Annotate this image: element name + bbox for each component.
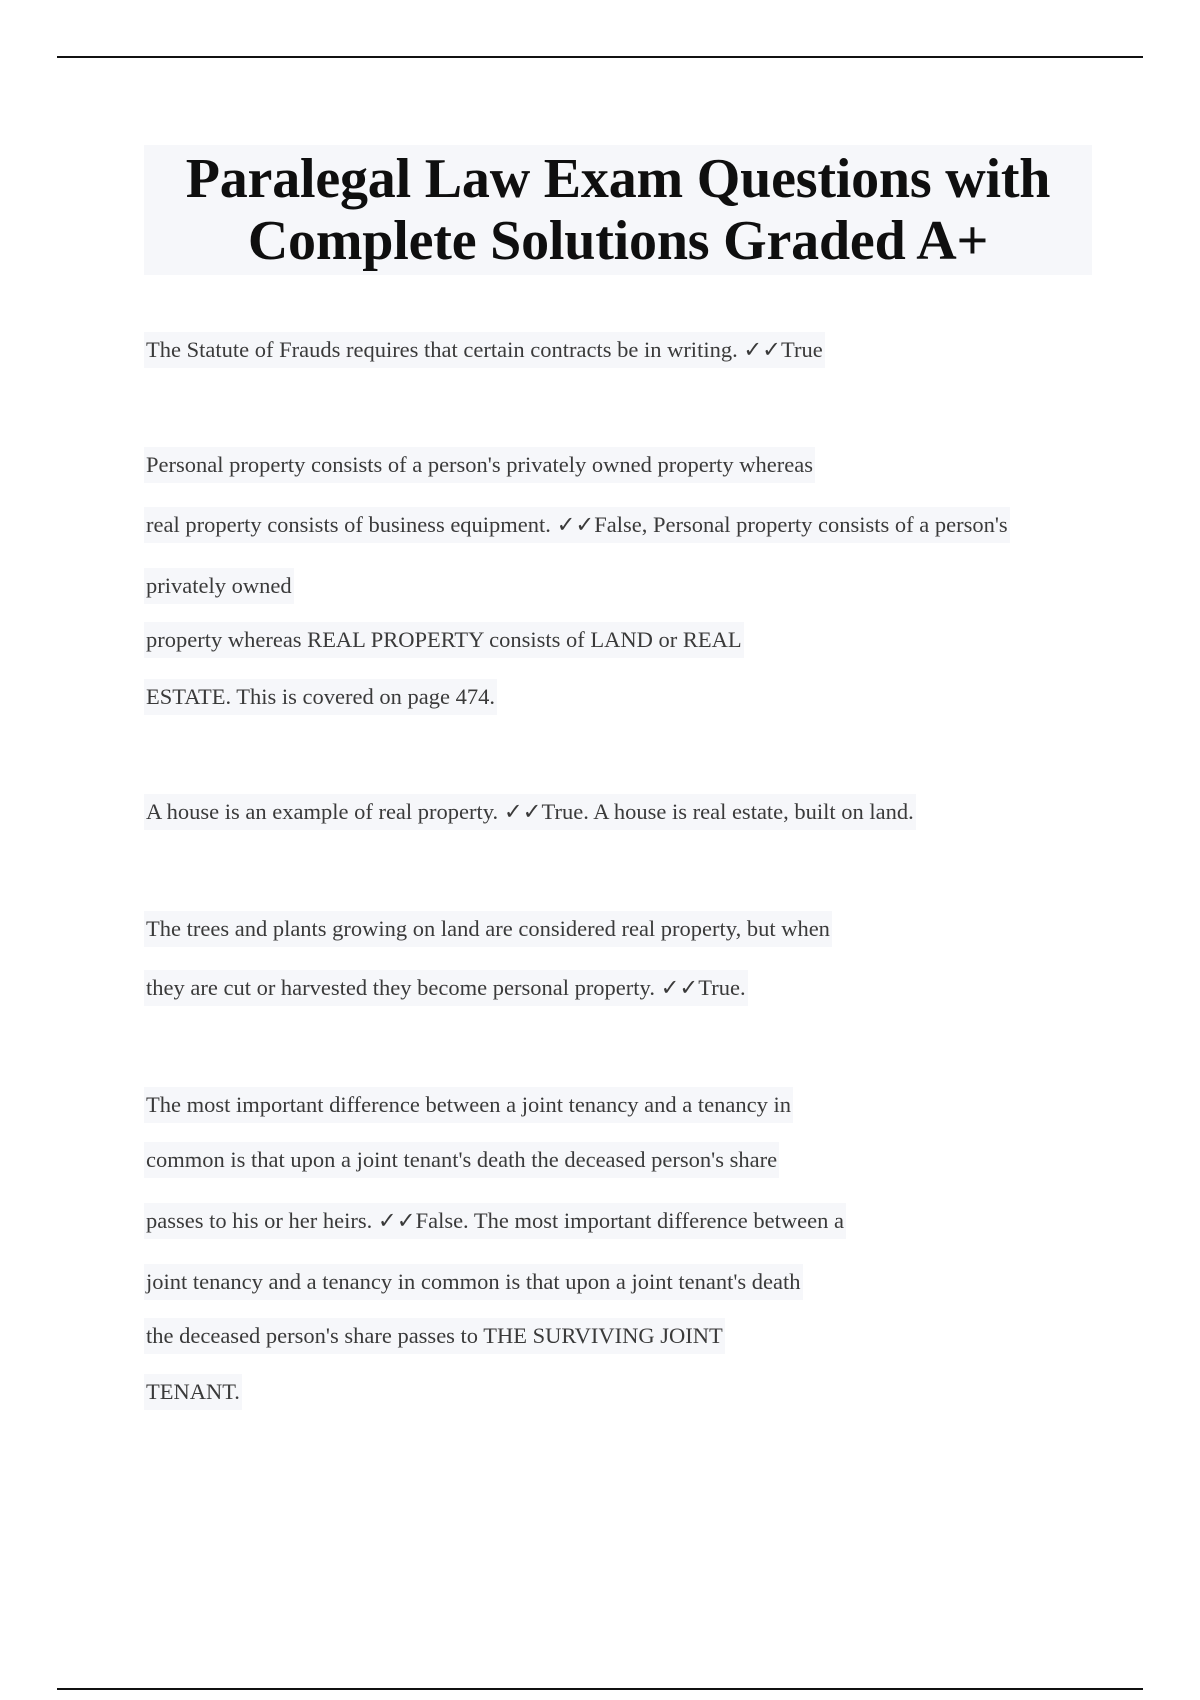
question-5-line-5: the deceased person's share passes to THE SURVIVING JOINT xyxy=(144,1318,725,1354)
question-2-line-4: property whereas REAL PROPERTY consists of LAND or REAL xyxy=(144,622,744,658)
question-2-line-3: privately owned xyxy=(144,568,294,604)
question-3-line-1: A house is an example of real property. ✓✓True. A house is real estate, built on land. xyxy=(144,794,916,830)
question-5-line-4: joint tenancy and a tenancy in common is that upon a joint tenant's death xyxy=(144,1264,803,1300)
question-4-line-2: they are cut or harvested they become personal property. ✓✓True. xyxy=(144,970,748,1006)
header-rule xyxy=(57,56,1143,58)
question-1-line-1: The Statute of Frauds requires that certain contracts be in writing. ✓✓True xyxy=(144,332,825,368)
footer-rule xyxy=(57,1688,1143,1690)
document-title xyxy=(144,145,1092,275)
check-mark-icon: ✓✓ xyxy=(556,512,595,537)
check-mark-icon: ✓✓ xyxy=(503,799,542,824)
question-5-line-3: passes to his or her heirs. ✓✓False. The most important difference between a xyxy=(144,1203,846,1239)
question-2-line-1: Personal property consists of a person's privately owned property whereas xyxy=(144,447,815,483)
question-2-line-2: real property consists of business equipment. ✓✓False, Personal property consists of a person's xyxy=(144,507,1010,543)
check-mark-icon: ✓✓ xyxy=(660,975,699,1000)
question-5-line-6: TENANT. xyxy=(144,1374,242,1410)
title-line-1: Paralegal Law Exam Questions with xyxy=(185,148,1051,210)
question-5-line-1: The most important difference between a joint tenancy and a tenancy in xyxy=(144,1087,793,1123)
question-4-line-1: The trees and plants growing on land are considered real property, but when xyxy=(144,911,832,947)
title-line-2: Complete Solutions Graded A+ xyxy=(247,210,989,272)
check-mark-icon: ✓✓ xyxy=(377,1208,416,1233)
question-2-line-5: ESTATE. This is covered on page 474. xyxy=(144,679,497,715)
question-5-line-2: common is that upon a joint tenant's death the deceased person's share xyxy=(144,1142,779,1178)
check-mark-icon: ✓✓ xyxy=(743,337,782,362)
